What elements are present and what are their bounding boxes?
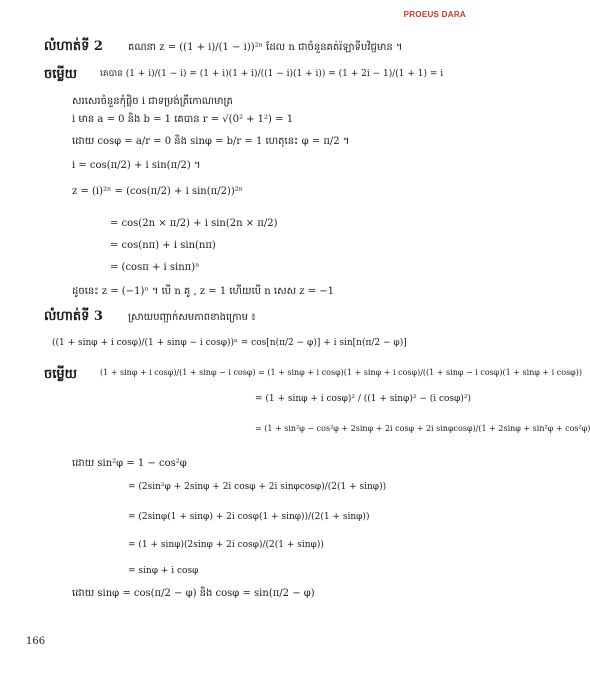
exercise-2-statement: គណនា z = ((1 + i)/(1 − i))²ⁿ ដែល n ជាចំនួនគត់រ៉ឡាទីបវិជ្ជមាន ។ bbox=[128, 42, 403, 53]
header-author: PROEUS DARA bbox=[403, 10, 466, 19]
exercise-3-title: លំហាត់ទី 3 bbox=[44, 309, 103, 324]
solution-3-label: ចម្លើយ bbox=[44, 367, 78, 382]
solution-2-conclusion: ដូចនេះ z = (−1)ⁿ ។ បើ n គូ , z = 1 ហើយបើ n សេស z = −1 bbox=[72, 286, 335, 297]
solution-2-line: i = cos(π/2) + i sin(π/2) ។ bbox=[72, 160, 201, 171]
solution-2-label: ចម្លើយ bbox=[44, 67, 78, 82]
exercise-3-statement: ស្រាយបញ្ជាក់សមភាពខាងក្រោម ៖ bbox=[128, 312, 256, 323]
page-number: 166 bbox=[26, 636, 46, 647]
solution-3-line: = (2sinφ(1 + sinφ) + 2i cosφ(1 + sinφ))/(2(1 + sinφ)) bbox=[128, 512, 370, 522]
solution-2-line: = (cosπ + i sinπ)ⁿ bbox=[110, 262, 200, 273]
exercise-2-title: លំហាត់ទី 2 bbox=[44, 39, 103, 54]
solution-2-line: សរសេរចំនួនកុំផ្លិច i ជាទម្រង់ត្រីកោណមាត្រ bbox=[72, 96, 233, 107]
solution-3-line: = sinφ + i cosφ bbox=[128, 566, 199, 576]
solution-2-line: = cos(2n × π/2) + i sin(2n × π/2) bbox=[110, 218, 278, 229]
solution-3-line: = (1 + sin²φ − cos²φ + 2sinφ + 2i cosφ + 2i sinφcosφ)/(1 + 2sinφ + sin²φ + cos²φ) bbox=[255, 424, 590, 433]
solution-2-line: = cos(nπ) + i sin(nπ) bbox=[110, 240, 216, 251]
solution-3-line: ដោយ sin²φ = 1 − cos²φ bbox=[72, 458, 187, 469]
solution-3-line: (1 + sinφ + i cosφ)/(1 + sinφ − i cosφ) = (1 + sinφ + i cosφ)(1 + sinφ + i cosφ)/((1 + sinφ − i cosφ)(1 + sinφ + i cosφ)) bbox=[100, 368, 583, 377]
solution-3-line: ដោយ sinφ = cos(π/2 − φ) និង cosφ = sin(π/2 − φ) bbox=[72, 588, 315, 599]
solution-2-line: គេបាន (1 + i)/(1 − i) = (1 + i)(1 + i)/((1 − i)(1 + i)) = (1 + 2i − 1)/(1 + 1) = i bbox=[100, 69, 444, 79]
solution-3-line: = (2sin²φ + 2sinφ + 2i cosφ + 2i sinφcosφ)/(2(1 + sinφ)) bbox=[128, 482, 387, 492]
exercise-3-equation: ((1 + sinφ + i cosφ)/(1 + sinφ − i cosφ))ⁿ = cos[n(π/2 − φ)] + i sin[n(π/2 − φ)] bbox=[52, 338, 407, 348]
solution-3-line: = (1 + sinφ + i cosφ)² / ((1 + sinφ)² − (i cosφ)²) bbox=[255, 394, 471, 404]
solution-3-line: = (1 + sinφ)(2sinφ + 2i cosφ)/(2(1 + sinφ)) bbox=[128, 540, 324, 550]
solution-2-line: i មាន a = 0 និង b = 1 គេបាន r = √(0² + 1²) = 1 bbox=[72, 114, 294, 125]
solution-2-line: z = (i)²ⁿ = (cos(π/2) + i sin(π/2))²ⁿ bbox=[72, 186, 244, 197]
solution-2-line: ដោយ cosφ = a/r = 0 និង sinφ = b/r = 1 ហេតុនេះ φ = π/2 ។ bbox=[72, 136, 350, 147]
